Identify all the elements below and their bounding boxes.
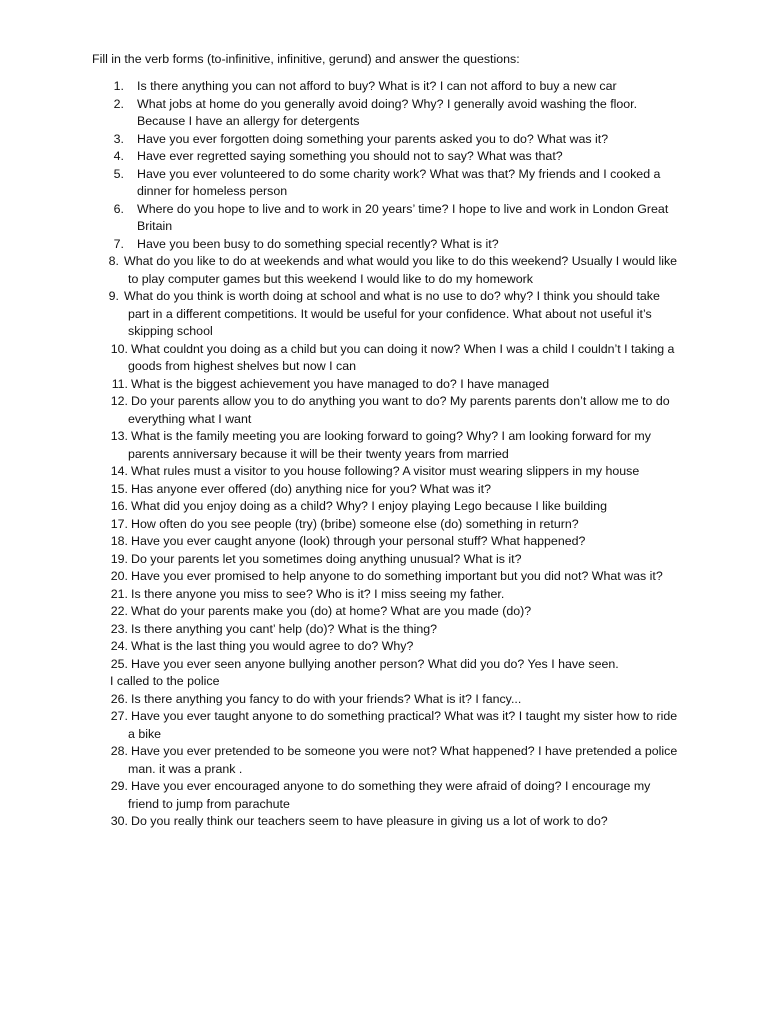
question-number: 5. [113,166,124,181]
question-item [0,393,768,428]
question-item [0,253,768,288]
question-text: What is the biggest achievement you have managed to do? I have managed [131,376,550,391]
question-number: 23. [110,621,128,636]
question-text: Have you ever seen anyone bullying another person? What did you do? Yes I have seen. [131,656,619,671]
question-number: 9. [108,289,119,303]
question-text: What jobs at home do you generally avoid doing? Why? I generally avoid washing the floor. [137,96,638,111]
question-item [0,78,768,96]
question-item [0,691,768,709]
question-number: 24. [110,639,128,653]
question-item [0,533,768,551]
question-number: 22. [110,604,128,618]
question-item [0,586,768,604]
question-item [0,481,768,499]
question-item [0,673,768,691]
question-text-continued: skipping school [128,324,213,338]
question-text: Is there anyone you miss to see? Who is it? I miss seeing my father. [131,586,505,601]
question-text: Has anyone ever offered (do) anything nice for you? What was it? [131,481,491,496]
question-item [0,288,768,341]
question-text: What did you enjoy doing as a child? Why? I enjoy playing Lego because I like building [131,499,607,513]
question-number: 27. [110,709,128,723]
question-number: 4. [113,149,124,163]
question-item [0,708,768,743]
instructions-heading: Fill in the verb forms (to-infinitive, infinitive, gerund) and answer the questions: [92,52,520,66]
question-text: Have you ever pretended to be someone you were not? What happened? I have pretended a police [131,744,678,758]
question-text: Have you ever encouraged anyone to do something they were afraid of doing? I encourage my [131,779,651,793]
question-text: Is there anything you cant’ help (do)? What is the thing? [131,621,438,636]
question-number: 29. [110,779,128,793]
question-item [0,428,768,463]
question-list [0,78,768,831]
question-number: 10. [110,341,128,356]
question-text-continued: man. it was a prank . [128,761,243,776]
question-item [0,551,768,569]
question-text: Have you ever volunteered to do some charity work? What was that? My friends and I cooked a [137,166,661,181]
question-number: 17. [110,516,128,531]
question-text: How often do you see people (try) (bribe) someone else (do) something in return? [131,516,579,531]
question-text: Have you ever caught anyone (look) through your personal stuff? What happened? [131,534,586,548]
question-number: 8. [108,254,119,268]
question-text: What couldnt you doing as a child but you can doing it now? When I was a child I couldn’t I taking a [131,341,675,356]
question-text: Have you ever promised to help anyone to do something important but you did not? What was it? [131,569,663,583]
question-item [0,463,768,481]
question-item [0,621,768,639]
question-number: 7. [113,236,124,251]
question-text: What do you think is worth doing at school and what is no use to do? why? I think you should take [124,289,660,303]
question-text: Have you been busy to do something special recently? What is it? [137,236,499,251]
question-item [0,778,768,813]
question-text: Do your parents allow you to do anything you want to do? My parents parents don’t allow me to do [131,394,670,408]
question-number: 12. [110,394,128,408]
question-text-continued: goods from highest shelves but now I can [128,359,356,373]
question-number: 20. [110,569,128,583]
question-text-continued: a bike [128,726,162,741]
question-text: Where do you hope to live and to work in 20 years’ time? I hope to live and work in London Great [137,201,669,216]
question-item [0,638,768,656]
question-text: What is the family meeting you are looking forward to going? Why? I am looking forward for my [131,429,651,443]
question-item [0,498,768,516]
question-item [0,166,768,201]
question-number: 11. [111,376,128,391]
question-number: 16. [110,499,128,513]
question-number: 14. [110,464,128,478]
question-text-continued: everything what I want [128,411,252,426]
question-number: 3. [113,131,124,146]
question-text: Is there anything you can not afford to buy? What is it? I can not afford to buy a new car [137,79,617,93]
question-number: 15. [110,481,128,496]
question-text-continued: to play computer games but this weekend I would like to do my homework [128,271,533,286]
question-number: 26. [110,691,128,706]
question-number: 13. [110,429,128,443]
question-item [0,516,768,534]
question-number: 19. [110,551,128,566]
question-item [0,813,768,831]
question-item [0,201,768,236]
question-number: 2. [113,96,124,111]
question-item [0,376,768,394]
question-text: Is there anything you fancy to do with your friends? What is it? I fancy... [131,691,522,706]
question-number: 25. [110,656,128,671]
question-text: What is the last thing you would agree to do? Why? [131,639,414,653]
question-text: What do you like to do at weekends and what would you like to do this weekend? Usually I would like [124,254,678,268]
question-item [0,236,768,254]
question-text: Have ever regretted saying something you should not to say? What was that? [137,149,563,163]
question-text: Do you really think our teachers seem to have pleasure in giving us a lot of work to do? [131,814,608,828]
question-item [0,743,768,778]
question-item [0,148,768,166]
question-text-continued: friend to jump from parachute [128,796,290,811]
question-text-continued: Britain [137,219,173,233]
question-text: What do your parents make you (do) at home? What are you made (do)? [131,604,532,618]
question-text-continued: Because I have an allergy for detergents [137,114,360,128]
question-number: 1. [113,79,124,93]
question-text: What rules must a visitor to you house following? A visitor must wearing slippers in my house [131,464,640,478]
question-number: 21. [110,586,128,601]
question-number: 18. [110,534,128,548]
question-text-continued: dinner for homeless person [137,184,288,198]
question-text: I called to the police [110,674,220,688]
question-item [0,131,768,149]
question-number: 30. [110,814,128,828]
question-text: Have you ever forgotten doing something your parents asked you to do? What was it? [137,131,609,146]
question-item [0,603,768,621]
question-item [0,568,768,586]
question-number: 28. [110,744,128,758]
question-number: 6. [113,201,124,216]
question-item [0,341,768,376]
question-text: Have you ever taught anyone to do something practical? What was it? I taught my sister how to ride [131,709,678,723]
question-item [0,96,768,131]
question-text-continued: part in a different competitions. It would be useful for your confidence. What about not useful it’s [128,306,652,321]
question-text: Do your parents let you sometimes doing anything unusual? What is it? [131,551,522,566]
question-item [0,656,768,674]
question-text-continued: parents anniversary because it will be their twenty years from married [128,446,509,461]
